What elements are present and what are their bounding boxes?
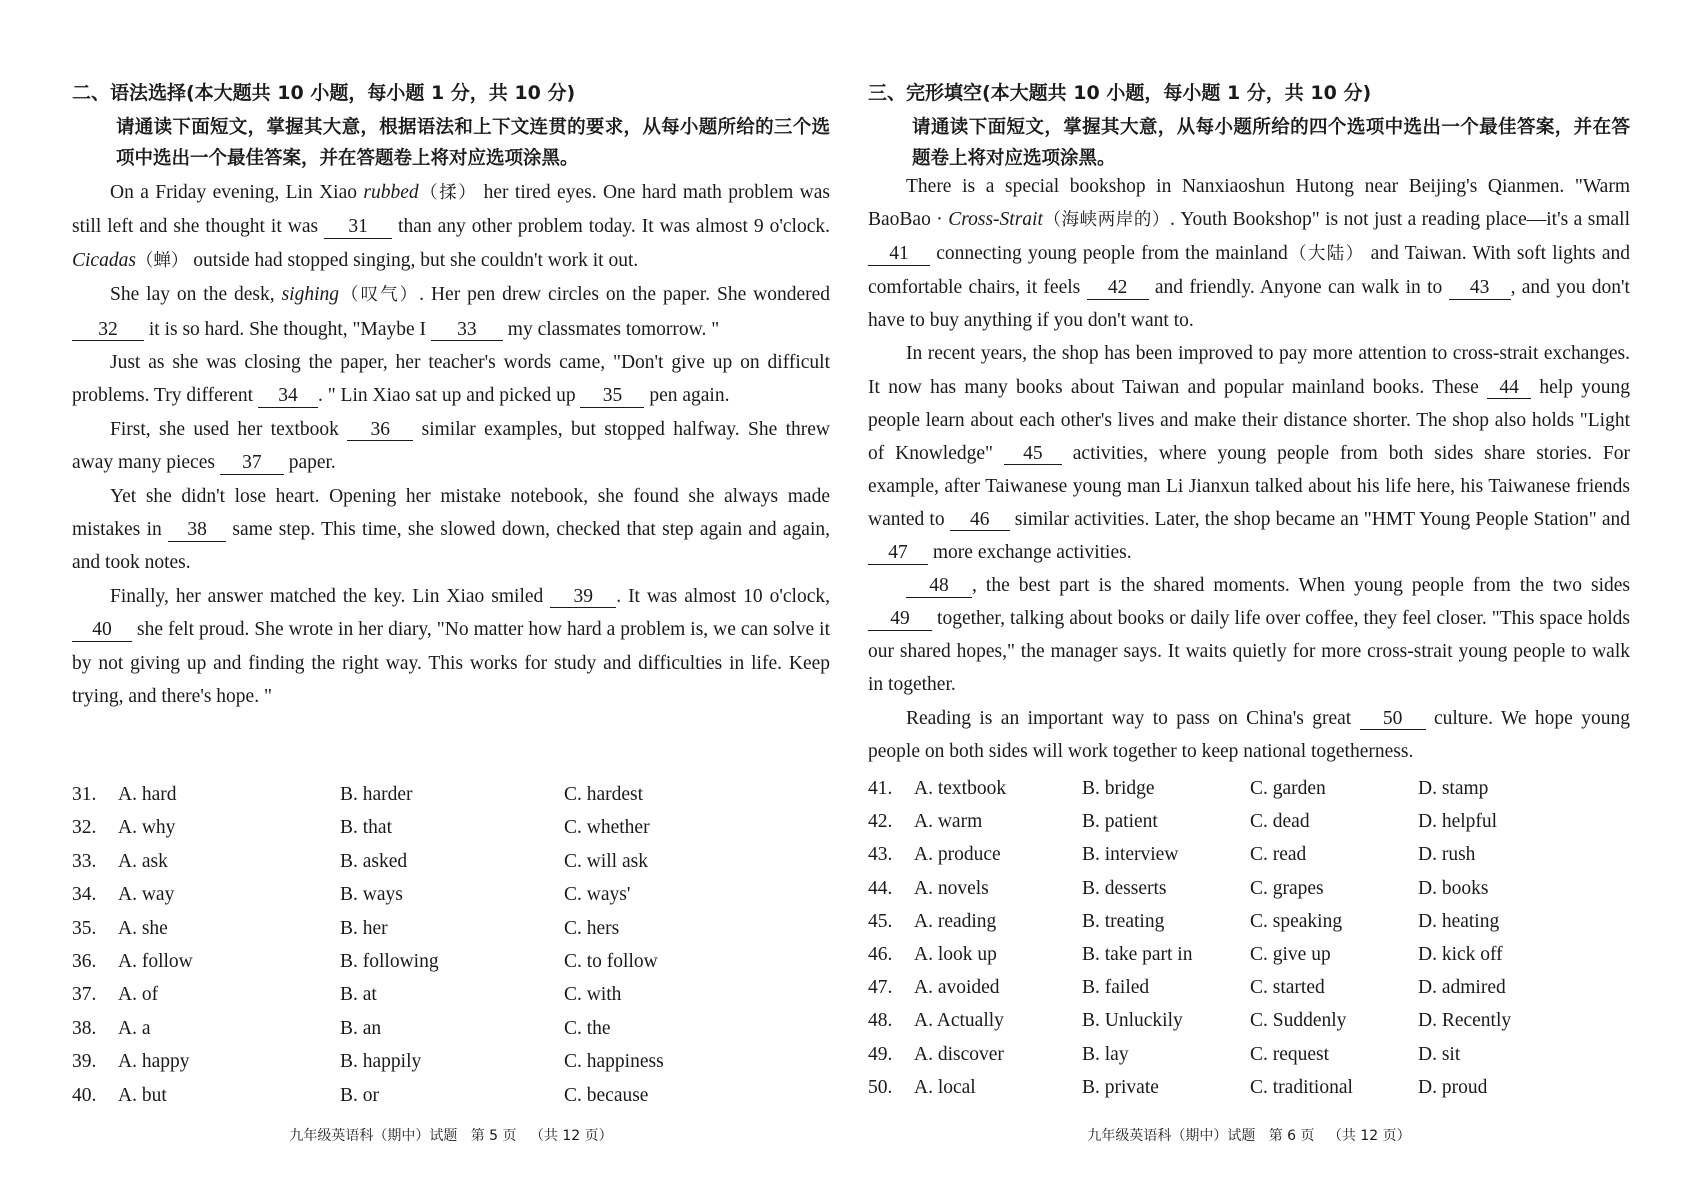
blank-42: 42 — [1087, 278, 1149, 299]
question-number: 37. — [72, 984, 97, 1006]
option-d: D. Recently — [1418, 1010, 1512, 1032]
blank-41: 41 — [868, 244, 930, 265]
option-a: A. produce — [914, 844, 1001, 866]
option-row — [868, 1004, 1630, 1037]
section-title-grammar: 二、语法选择(本大题共 10 小题，每小题 1 分，共 10 分) — [72, 82, 576, 104]
question-number: 41. — [868, 778, 893, 799]
option-b: B. private — [1082, 1076, 1159, 1098]
option-a: A. of — [118, 984, 159, 1006]
option-row — [868, 772, 1630, 805]
option-b: B. her — [340, 917, 388, 939]
option-b: B. lay — [1082, 1043, 1129, 1065]
option-d: D. sit — [1418, 1043, 1461, 1065]
option-a: A. look up — [914, 943, 997, 965]
option-a: A. follow — [118, 950, 193, 972]
option-d: D. rush — [1418, 844, 1476, 866]
blank-49: 49 — [868, 609, 932, 630]
option-a: A. warm — [914, 811, 983, 833]
cloze-options — [868, 772, 1630, 1104]
option-row — [72, 878, 830, 911]
option-b: B. failed — [1082, 977, 1150, 999]
option-a: A. textbook — [914, 778, 1007, 799]
option-c: C. happiness — [564, 1051, 664, 1073]
cloze-passage — [868, 170, 1630, 768]
question-number: 50. — [868, 1076, 893, 1098]
blank-38: 38 — [168, 520, 226, 541]
option-row — [72, 1012, 830, 1045]
option-c: C. Suddenly — [1250, 1010, 1347, 1032]
option-b: B. ways — [340, 884, 403, 906]
blank-50: 50 — [1360, 709, 1426, 730]
blank-37: 37 — [220, 453, 284, 474]
question-number: 33. — [72, 850, 97, 872]
option-b: B. bridge — [1082, 778, 1155, 799]
option-row — [72, 1079, 830, 1112]
option-c: C. traditional — [1250, 1076, 1353, 1098]
blank-31: 31 — [324, 217, 392, 238]
option-c: C. dead — [1250, 811, 1310, 833]
blank-45: 45 — [1004, 444, 1062, 465]
option-c: C. request — [1250, 1043, 1330, 1065]
option-a: A. local — [914, 1076, 976, 1098]
option-d: D. helpful — [1418, 811, 1498, 833]
blank-44: 44 — [1487, 378, 1531, 399]
blank-35: 35 — [580, 386, 644, 407]
option-b: B. take part in — [1082, 943, 1193, 965]
question-number: 31. — [72, 784, 97, 805]
option-c: C. will ask — [564, 850, 648, 872]
paragraph: First, she used her textbook 36 similar examples, but stopped halfway. She threw away many pieces 37 paper. — [72, 418, 831, 474]
option-row — [72, 811, 830, 844]
option-b: B. following — [340, 950, 439, 972]
paragraph: Yet she didn't lose heart. Opening her mistake notebook, she found she always made mistakes in 38 same step. This time, she slowed down, checked that step again and again, and took notes. — [72, 485, 830, 574]
option-a: A. but — [118, 1084, 167, 1106]
question-number: 39. — [72, 1051, 97, 1073]
page-footer: 九年级英语科（期中）试题 第 5 页 （共 12 页） — [289, 1128, 613, 1144]
option-a: A. she — [118, 917, 168, 939]
option-row — [868, 1038, 1630, 1071]
blank-48: 48 — [906, 576, 972, 597]
option-c: C. because — [564, 1084, 649, 1106]
paragraph: She lay on the desk, sighing（叹气）. Her pen drew circles on the paper. She wondered 32 it is so hard. She thought, "Maybe I 33 my classmates tomorrow. " — [72, 278, 830, 346]
option-a: A. ask — [118, 850, 168, 872]
option-row — [868, 838, 1630, 871]
option-row — [868, 805, 1630, 838]
option-c: C. grapes — [1250, 877, 1324, 899]
option-row — [72, 912, 830, 945]
option-b: B. Unluckily — [1082, 1010, 1183, 1032]
paragraph: In recent years, the shop has been improved to pay more attention to cross-strait exchanges. It now has many books about Taiwan and popular mainland books. These 44 help young people learn about each other's lives and make their distance shorter. The shop also holds "Light of Knowledge" 45 activities, where young people from both sides share stories. For example, after Taiwanese young man Li Jianxun talked about his life here, his Taiwanese friends wanted to 46 similar activities. Later, the shop became an "HMT Young People Station" and 47 more exchange activities. — [868, 343, 1631, 564]
question-number: 34. — [72, 884, 97, 906]
option-b: B. interview — [1082, 844, 1179, 866]
page-footer: 九年级英语科（期中）试题 第 6 页 （共 12 页） — [1087, 1128, 1411, 1144]
option-d: D. books — [1418, 877, 1489, 899]
question-number: 43. — [868, 844, 893, 866]
option-row — [72, 845, 830, 878]
option-c: C. garden — [1250, 778, 1326, 799]
option-row — [868, 905, 1630, 938]
option-a: A. avoided — [914, 977, 1000, 999]
paragraph: Just as she was closing the paper, her teacher's words came, "Don't give up on difficult problems. Try different 34 . " Lin Xiao sat up and picked up 35 pen again. — [72, 352, 830, 407]
option-c: C. give up — [1250, 943, 1331, 965]
blank-33: 33 — [431, 320, 503, 341]
paragraph: On a Friday evening, Lin Xiao rubbed（揉） her tired eyes. One hard math problem was still left and she thought it was 31 than any other problem today. It was almost 9 o'clock. Cicadas（蝉） outside had stopped singing, but she couldn't work it out. — [72, 182, 831, 271]
question-number: 44. — [868, 877, 893, 899]
paragraph: Reading is an important way to pass on China's great 50 culture. We hope young people on both sides will work together to keep national togetherness. — [868, 707, 1630, 762]
blank-40: 40 — [72, 620, 132, 641]
option-a: A. a — [118, 1017, 151, 1039]
page-6 — [868, 0, 1630, 1191]
option-c: C. whether — [564, 817, 650, 839]
blank-43: 43 — [1449, 278, 1511, 299]
option-b: B. harder — [340, 784, 413, 805]
blank-36: 36 — [347, 420, 413, 441]
option-row — [868, 872, 1630, 905]
question-number: 46. — [868, 943, 893, 965]
option-c: C. hers — [564, 917, 620, 939]
blank-32: 32 — [72, 320, 144, 341]
option-row — [72, 778, 830, 811]
option-c: C. started — [1250, 977, 1325, 999]
option-a: A. discover — [914, 1043, 1004, 1065]
option-b: B. or — [340, 1084, 379, 1106]
option-a: A. reading — [914, 910, 997, 932]
option-row — [72, 1045, 830, 1078]
section-title-cloze: 三、完形填空(本大题共 10 小题，每小题 1 分，共 10 分) — [868, 82, 1372, 104]
paragraph: There is a special bookshop in Nanxiaoshun Hutong near Beijing's Qianmen. "Warm BaoBao · Cross-Strait（海峡两岸的）. Youth Bookshop" is not just a reading place—it's a small 41 connecting young people from the mainland（大陆） and Taiwan. With soft lights and comfortable chairs, it feels 42 and friendly. Anyone can walk in to 43 , and you don't have to buy anything if you don't want to. — [868, 176, 1630, 332]
option-a: A. Actually — [914, 1010, 1004, 1032]
option-row — [868, 971, 1630, 1004]
option-d: D. admired — [1418, 977, 1506, 999]
option-b: B. desserts — [1082, 877, 1167, 899]
grammar-options — [72, 778, 830, 1112]
blank-34: 34 — [258, 386, 318, 407]
section-instructions: 请通读下面短文，掌握其大意，从每小题所给的四个选项中选出一个最佳答案，并在答题卷上将对应选项涂黑。 — [912, 117, 1630, 169]
option-b: B. that — [340, 817, 392, 839]
option-c: C. to follow — [564, 950, 658, 972]
blank-46: 46 — [950, 510, 1010, 531]
option-a: A. way — [118, 884, 175, 906]
question-number: 40. — [72, 1084, 97, 1106]
option-c: C. read — [1250, 844, 1307, 866]
option-d: D. kick off — [1418, 943, 1503, 965]
option-row — [72, 945, 830, 978]
option-row — [868, 938, 1630, 971]
option-c: C. the — [564, 1017, 611, 1039]
option-a: A. happy — [118, 1051, 190, 1073]
blank-47: 47 — [868, 543, 928, 564]
option-d: D. stamp — [1418, 778, 1489, 799]
option-row — [72, 978, 830, 1011]
option-row — [868, 1071, 1630, 1104]
grammar-passage — [72, 176, 830, 714]
option-c: C. hardest — [564, 784, 644, 805]
section-instructions: 请通读下面短文，掌握其大意，根据语法和上下文连贯的要求，从每小题所给的三个选项中选出一个最佳答案，并在答题卷上将对应选项涂黑。 — [116, 117, 830, 169]
option-b: B. an — [340, 1017, 382, 1039]
option-d: D. heating — [1418, 910, 1500, 932]
option-b: B. asked — [340, 850, 408, 872]
blank-39: 39 — [550, 587, 616, 608]
question-number: 36. — [72, 950, 97, 972]
question-number: 35. — [72, 917, 97, 939]
option-a: A. why — [118, 817, 176, 839]
question-number: 45. — [868, 910, 893, 932]
paragraph: 48 , the best part is the shared moments. When young people from the two sides 49 together, talking about books or daily life over coffee, they feel closer. "This space holds our shared hopes," the manager says. It waits quietly for more cross-strait young people to walk in together. — [868, 575, 1630, 696]
question-number: 49. — [868, 1043, 893, 1065]
option-c: C. speaking — [1250, 910, 1343, 932]
option-c: C. ways' — [564, 884, 631, 906]
option-b: B. at — [340, 984, 377, 1006]
question-number: 47. — [868, 977, 893, 999]
option-d: D. proud — [1418, 1076, 1488, 1098]
option-c: C. with — [564, 984, 622, 1006]
question-number: 38. — [72, 1017, 97, 1039]
page-5 — [72, 0, 830, 1191]
option-a: A. hard — [118, 784, 177, 805]
option-b: B. treating — [1082, 910, 1165, 932]
question-number: 48. — [868, 1010, 893, 1032]
paragraph: Finally, her answer matched the key. Lin Xiao smiled 39 . It was almost 10 o'clock, 40 she felt proud. She wrote in her diary, "No matter how hard a problem is, we can solve it by not giving up and finding the right way. This works for study and difficulties in life. Keep trying, and there's hope. " — [72, 585, 830, 708]
option-b: B. patient — [1082, 811, 1158, 833]
option-a: A. novels — [914, 877, 989, 899]
question-number: 32. — [72, 817, 97, 839]
option-b: B. happily — [340, 1051, 422, 1073]
question-number: 42. — [868, 811, 893, 833]
